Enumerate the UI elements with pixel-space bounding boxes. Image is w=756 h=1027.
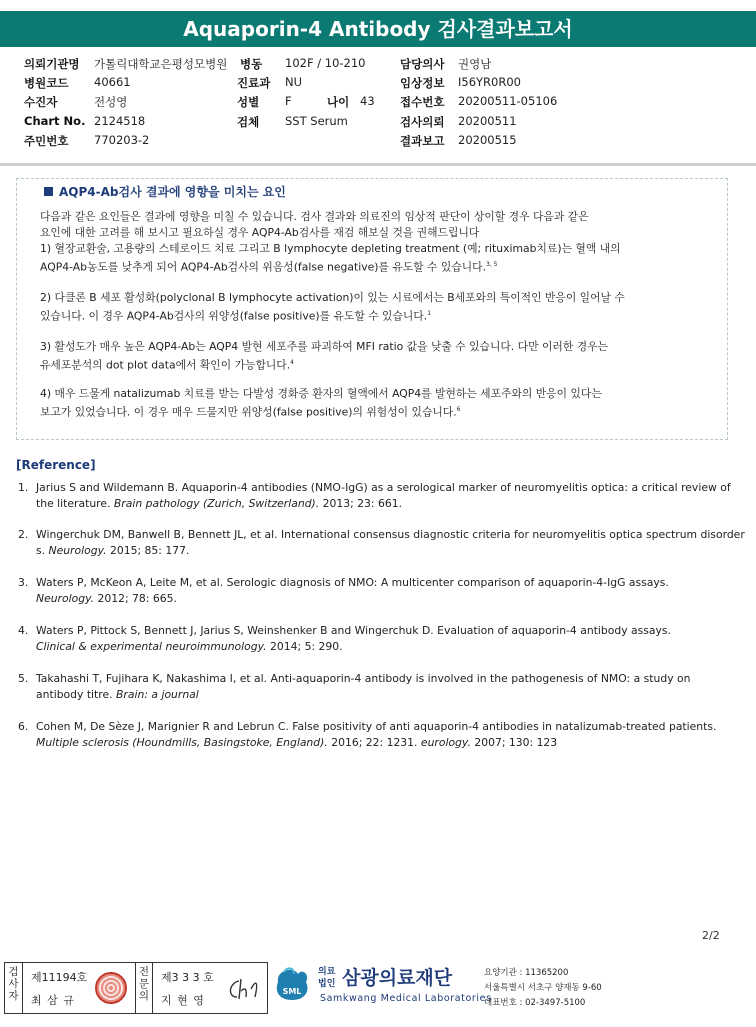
- reference-number: 2.: [18, 528, 29, 541]
- department-value: NU: [285, 75, 303, 89]
- sex-value: F: [285, 94, 292, 108]
- signature-box: [4, 962, 268, 1014]
- text-line: 2) 다클론 B 세포 활성화(polyclonal B lymphocyte activation)이 있는 시료에서는 B세포와의 특이적인 반응이 일어날 수: [40, 291, 625, 304]
- reference-line: the literature. Brain pathology (Zurich, Switzerland). 2013; 23: 661.: [36, 497, 403, 510]
- request-value: 20200511: [458, 114, 517, 128]
- section-divider: [0, 163, 756, 166]
- age-value: 43: [360, 94, 375, 108]
- doctor-value: 권영남: [458, 57, 492, 71]
- reference-line: Cohen M, De Sèze J, Marignier R and Lebrun C. False positivity of anti aquaporin-4 antibodies in natalizumab-treated patients.: [36, 720, 717, 733]
- ssn-label: 주민번호: [24, 134, 69, 148]
- citation-sup: 6: [456, 406, 461, 413]
- org-phone: 대표번호 : 02-3497-5100: [484, 998, 586, 1008]
- reference-line: Jarius S and Wildemann B. Aquaporin-4 antibodies (NMO-IgG) as a serological marker of neuromyelitis optica: a critical review of: [36, 481, 731, 494]
- reference-body: [36, 623, 750, 655]
- citation-sup: 4: [290, 359, 294, 366]
- reference-body: [36, 671, 750, 703]
- info-row: [0, 133, 756, 151]
- sex-label: 성별: [237, 95, 260, 109]
- chart-no-label: Chart No.: [24, 114, 86, 128]
- reference-body: [36, 527, 750, 559]
- receipt-no-label: 접수번호: [400, 95, 445, 109]
- reference-number: 5.: [18, 672, 29, 685]
- reference-line: Wingerchuk DM, Banwell B, Bennett JL, et al. International consensus diagnostic criteria for neuromyelitis optica spectrum disorder: [36, 528, 745, 541]
- clinical-value: I56YR0R00: [458, 75, 521, 89]
- reference-line: Waters P, Pittock S, Bennett J, Jarius S, Weinshenker B and Wingerchuk D. Evaluation of aquaporin-4 antibody assays.: [36, 624, 671, 637]
- reference-line: Takahashi T, Fujihara K, Nakashima I, et al. Anti-aquaporin-4 antibody is involved in the pathogenesis of NMO: a study on: [36, 672, 691, 685]
- info-row: [0, 56, 756, 74]
- report-date-value: 20200515: [458, 133, 517, 147]
- reference-number: 6.: [18, 720, 29, 733]
- report-date-label: 결과보고: [400, 134, 445, 148]
- receipt-no-value: 20200511-05106: [458, 94, 558, 108]
- specialist-license: 제3 3 3 호: [161, 971, 214, 984]
- reference-line: antibody titre. Brain: a journal: [36, 688, 199, 701]
- tester-name: 최 삼 규: [31, 994, 75, 1007]
- page-number: 2/2: [702, 929, 720, 942]
- signature-icon: [225, 975, 261, 1003]
- department-label: 진료과: [237, 76, 271, 90]
- info-row: [0, 94, 756, 112]
- reference-line: Waters P, McKeon A, Leite M, et al. Serologic diagnosis of NMO: A multicenter comparison of aquaporin-4-IgG assays.: [36, 576, 669, 589]
- reference-line: Multiple sclerosis (Houndmills, Basingstoke, England). 2016; 22: 1231. eurology. 2007; 130: 123: [36, 736, 558, 749]
- hospital-code-label: 병원코드: [24, 76, 69, 90]
- info-row: [0, 114, 756, 132]
- factors-item-4: [40, 386, 700, 421]
- specimen-label: 검체: [237, 115, 260, 129]
- text-line: 유세포분석의 dot plot data에서 확인이 가능합니다.$^4$: [40, 358, 294, 372]
- specialist-label-text: 전문의: [138, 966, 150, 1002]
- hospital-code-value: 40661: [94, 75, 131, 89]
- reference-line: s. Neurology. 2015; 85: 177.: [36, 544, 190, 557]
- org-contact: [484, 966, 602, 1011]
- ward-value: 102F / 10-210: [285, 56, 366, 70]
- chart-no-value: 2124518: [94, 114, 146, 128]
- reference-body: [36, 480, 750, 512]
- handwritten-signature: [225, 975, 261, 1008]
- text-line: 1) 혈장교환술, 고용량의 스테로이드 치료 그리고 B lymphocyte depleting treatment (예; rituximab치료)는 혈액 내의: [40, 242, 621, 255]
- specialist-name: 지 현 영: [161, 994, 205, 1007]
- specialist-label: [135, 963, 153, 1013]
- text-line: 보고가 있었습니다. 이 경우 매우 드물지만 위양성(false positive)의 위험성이 있습니다.$^6$: [40, 405, 461, 419]
- text-line: 3) 활성도가 매우 높은 AQP4-Ab는 AQP4 발현 세포주를 파괴하여 MFI ratio 값을 낮출 수 있습니다. 다만 이러한 경우는: [40, 340, 608, 353]
- institution-value: 가톨릭대학교은평성모병원: [94, 57, 228, 71]
- examinee-value: 전성영: [94, 95, 128, 109]
- text-line: 있습니다. 이 경우 AQP4-Ab검사의 위양성(false positive)를 유도할 수 있습니다.$^1$: [40, 309, 432, 323]
- citation-sup: 1: [427, 310, 432, 317]
- sml-logo-icon: [272, 964, 312, 1004]
- age-label: 나이: [327, 95, 350, 109]
- specimen-value: SST Serum: [285, 114, 348, 128]
- citation-sup: 3, 5: [486, 261, 498, 268]
- reference-number: 4.: [18, 624, 29, 637]
- text-line: 4) 매우 드물게 natalizumab 치료를 받는 다발성 경화증 환자의 혈액에서 AQP4를 발현하는 세포주와의 반응이 있다는: [40, 387, 602, 400]
- org-address: 서울특별시 서초구 양재동 9-60: [484, 983, 602, 993]
- org-english-name: Samkwang Medical Laboratories: [320, 993, 492, 1004]
- org-name: 삼광의료재단: [342, 967, 453, 989]
- seal-stamp-icon: [95, 972, 127, 1004]
- logo-text: SML: [282, 987, 302, 996]
- factors-item-3: [40, 339, 700, 374]
- tester-label: [5, 963, 23, 1013]
- doctor-label: 담당의사: [400, 57, 445, 71]
- tester-license: 제11194호: [31, 971, 88, 984]
- org-prefix: 의료법인: [318, 967, 336, 989]
- institution-label: 의뢰기관명: [24, 57, 80, 71]
- reference-line: Clinical & experimental neuroimmunology. 2014; 5: 290.: [36, 640, 343, 653]
- tester-label-text: 검사자: [8, 966, 19, 1002]
- request-label: 검사의뢰: [400, 115, 445, 129]
- text-line: 다음과 같은 요인들은 결과에 영향을 미칠 수 있습니다. 검사 결과와 의료진의 임상적 판단이 상이할 경우 다음과 같은: [40, 210, 589, 223]
- factors-intro: [40, 209, 700, 276]
- reference-line: Neurology. 2012; 78: 665.: [36, 592, 177, 605]
- report-title: Aquaporin-4 Antibody 검사결과보고서: [0, 11, 756, 47]
- reference-body: [36, 575, 750, 607]
- agency-code: 요양기관 : 11365200: [484, 968, 569, 978]
- factors-heading-text: AQP4-Ab검사 결과에 영향을 미치는 요인: [59, 185, 286, 199]
- reference-number: 3.: [18, 576, 29, 589]
- examinee-label: 수진자: [24, 95, 58, 109]
- ward-label: 병동: [240, 57, 263, 71]
- factors-item-2: [40, 290, 700, 325]
- clinical-label: 임상정보: [400, 76, 445, 90]
- reference-heading: [Reference]: [16, 458, 96, 472]
- reference-body: [36, 719, 750, 751]
- ssn-value: 770203-2: [94, 133, 150, 147]
- reference-number: 1.: [18, 481, 29, 494]
- info-row: [0, 75, 756, 93]
- text-line: 요인에 대한 고려를 해 보시고 필요하실 경우 AQP4-Ab검사를 재검 해보실 것을 권해드립니다: [40, 226, 480, 239]
- text-line: AQP4-Ab농도를 낮추게 되어 AQP4-Ab검사의 위음성(false negative)를 유도할 수 있습니다.$^{3, 5}$: [40, 260, 498, 274]
